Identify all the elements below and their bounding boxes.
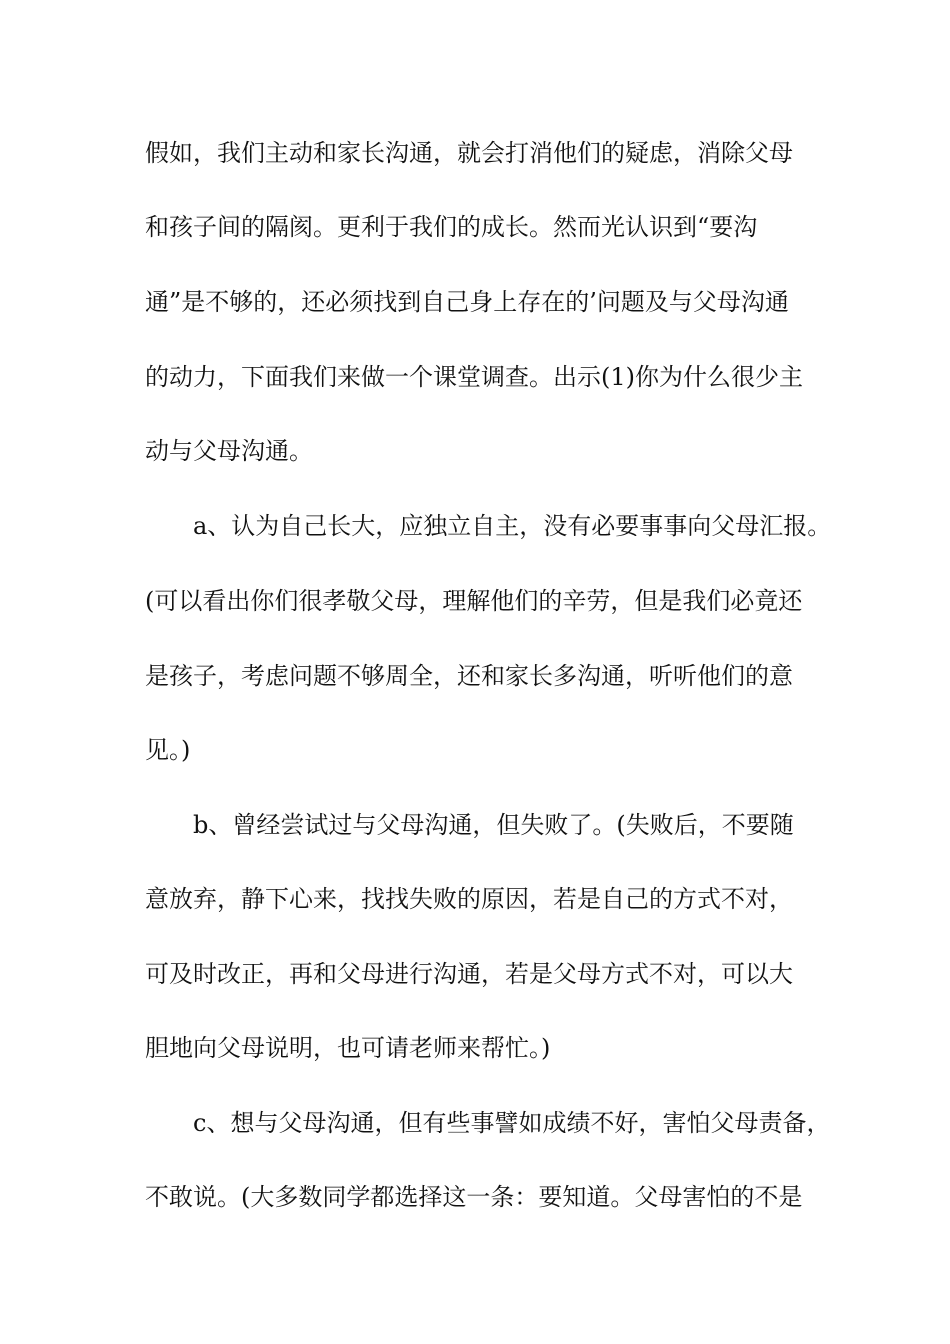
paragraph-line: 动与父母沟通。 <box>145 437 313 465</box>
paragraph-line: (可以看出你们很孝敬父母，理解他们的辛劳，但是我们必竟还 <box>145 587 803 615</box>
paragraph-line: 和孩子间的隔阂。更利于我们的成长。然而光认识到“要沟 <box>145 213 758 241</box>
paragraph-line: 的动力，下面我们来做一个课堂调查。出示(1)你为什么很少主 <box>145 363 803 391</box>
paragraph-line: 可及时改正，再和父母进行沟通，若是父母方式不对，可以大 <box>145 960 793 988</box>
paragraph-line: a、认为自己长大，应独立自主，没有必要事事向父母汇报。 <box>193 512 832 540</box>
paragraph-line: 假如，我们主动和家长沟通，就会打消他们的疑虑，消除父母 <box>145 139 793 167</box>
paragraph-line: c、想与父母沟通，但有些事譬如成绩不好，害怕父母责备， <box>193 1109 831 1137</box>
paragraph-line: 胆地向父母说明，也可请老师来帮忙。) <box>145 1034 551 1062</box>
paragraph-line: 意放弃，静下心来，找找失败的原因，若是自己的方式不对， <box>145 885 793 913</box>
paragraph-line: b、曾经尝试过与父母沟通，但失败了。(失败后，不要随 <box>193 811 794 839</box>
paragraph-line: 是孩子，考虑问题不够周全，还和家长多沟通，听听他们的意 <box>145 662 793 690</box>
paragraph-line: 通”是不够的，还必须找到自己身上存在的’问题及与父母沟通 <box>145 288 789 316</box>
paragraph-line: 不敢说。(大多数同学都选择这一条：要知道。父母害怕的不是 <box>145 1183 803 1211</box>
paragraph-line: 见。) <box>145 736 191 764</box>
